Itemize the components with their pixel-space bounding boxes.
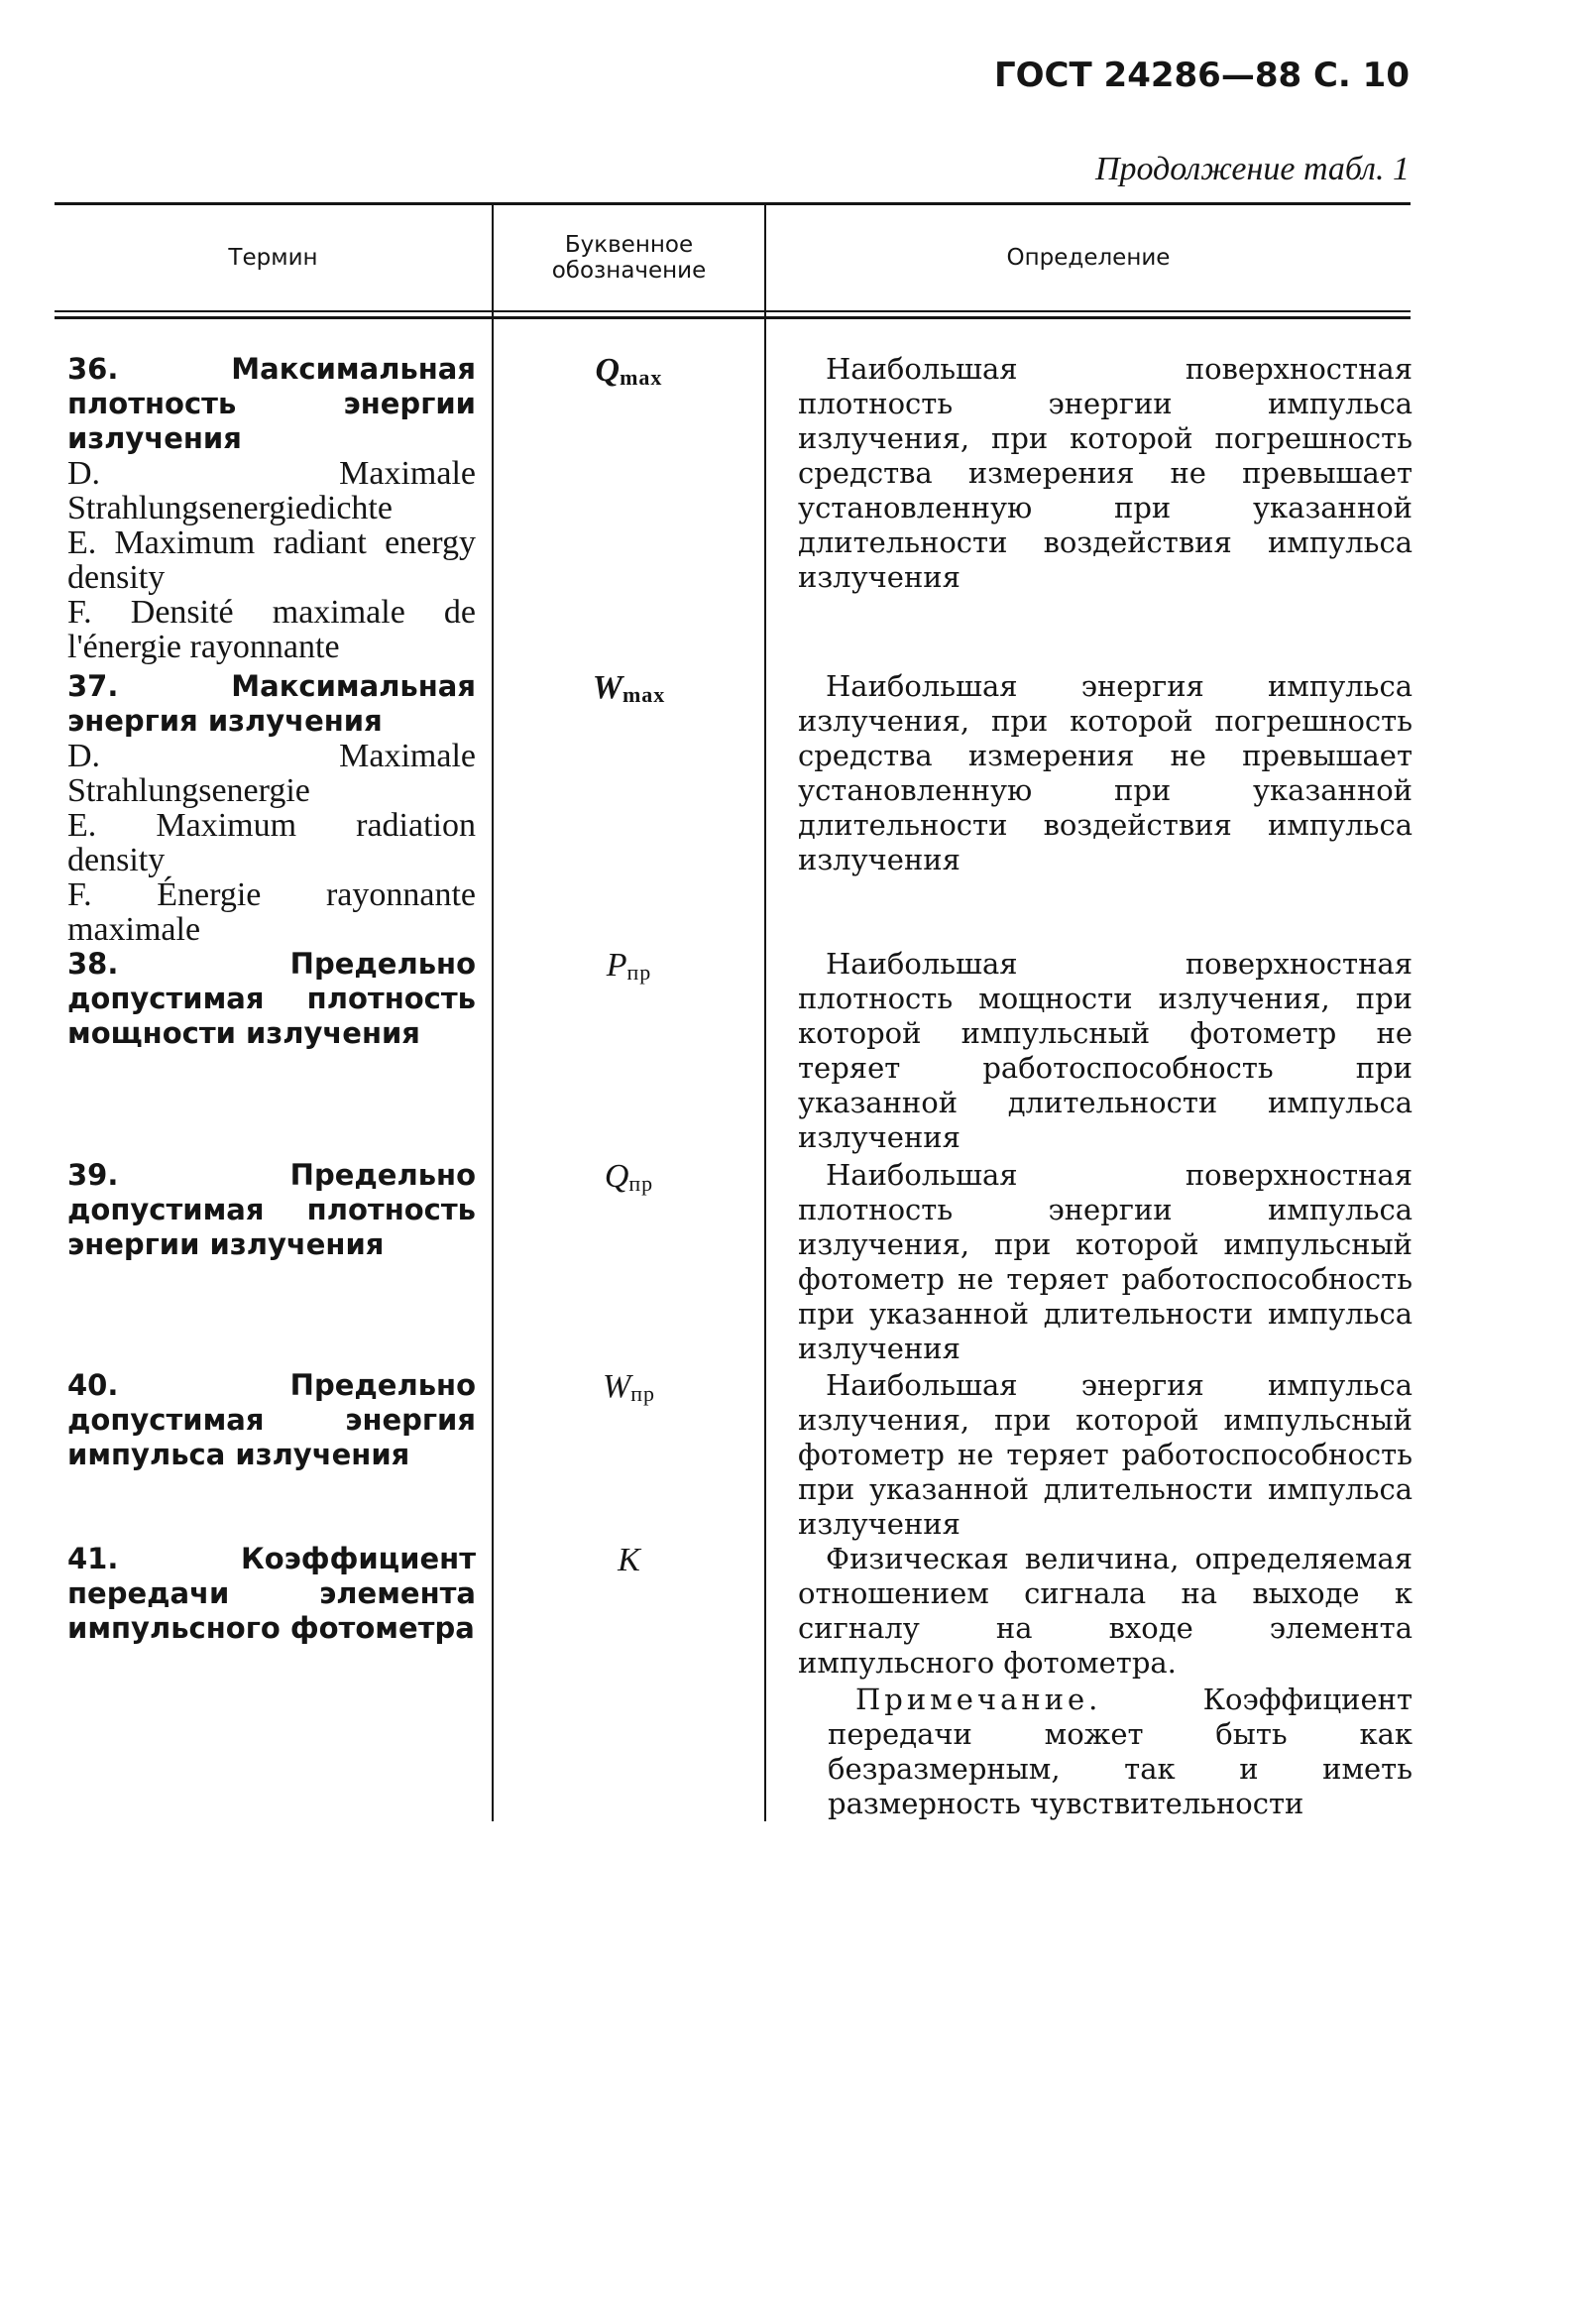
term-translation-de: D. Maximale Strahlungsenergiedichte xyxy=(67,455,476,526)
definition-entry-40: Наибольшая энергия импульса излучения, при которой импульсный фотометр не теряет работоспособность при указанной длительности импульса излучения xyxy=(798,1368,1413,1541)
definition-entry-36: Наибольшая поверхностная плотность энергии импульса излучения, при которой погрешность средства измерения не превышает установленную при указанной длительности воздействия импульса излучения xyxy=(798,352,1413,594)
term-name: 37. Максимальная энергия излучения xyxy=(67,669,476,738)
column-header-term: Термин xyxy=(228,245,318,271)
page-header: ГОСТ 24286—88 С. 10 xyxy=(993,56,1410,95)
term-translation-en: E. Maximum radiant energy density xyxy=(67,524,476,596)
term-entry-41 xyxy=(67,1542,476,1646)
symbol-entry-36: $Q_{max}$ xyxy=(595,352,663,390)
term-name: 41. Коэффициент передачи элемента импульсного фотометра xyxy=(67,1542,476,1645)
term-name: 40. Предельно допустимая энергия импульса излучения xyxy=(67,1368,476,1471)
term-name: 39. Предельно допустимая плотность энергии излучения xyxy=(67,1158,476,1261)
term-translation-fr: F. Densité maximale de l'énergie rayonnante xyxy=(67,594,476,665)
term-translation-de: D. Maximale Strahlungsenergie xyxy=(67,738,476,809)
definition-entry-39: Наибольшая поверхностная плотность энергии импульса излучения, при которой импульсный фотометр не теряет работоспособность при указанной длительности импульса излучения xyxy=(798,1158,1413,1365)
term-entry-38 xyxy=(67,947,476,1051)
column-header-definition: Определение xyxy=(1006,245,1171,271)
term-name: 38. Предельно допустимая плотность мощности излучения xyxy=(67,947,476,1050)
term-translation-fr: F. Énergie rayonnante maximale xyxy=(67,876,476,948)
column-divider-2 xyxy=(764,205,766,1821)
table-header-rule xyxy=(55,310,1411,312)
definition-entry-38: Наибольшая поверхностная плотность мощности излучения, при которой импульсный фотометр не теряет работоспособность при указанной длительности импульса излучения xyxy=(798,947,1413,1154)
symbol-entry-37: $W_{max}$ xyxy=(592,669,666,707)
column-header-symbol: Буквенное обозначение xyxy=(551,232,707,284)
symbol-entry-41: K xyxy=(618,1542,640,1578)
table-continuation-label: Продолжение табл. 1 xyxy=(1094,151,1410,187)
term-name: 36. Максимальная плотность энергии излучения xyxy=(67,352,476,455)
symbol-entry-38: $P_{пр}$ xyxy=(606,947,652,985)
term-entry-37 xyxy=(67,669,476,947)
note-text: Коэффициент передачи может быть как безразмерным, так и иметь размерность чувствительности xyxy=(828,1683,1413,1820)
definition-note-41 xyxy=(828,1683,1413,1821)
symbol-entry-40: $W_{пр}$ xyxy=(602,1368,656,1406)
term-translation-en: E. Maximum radiation density xyxy=(67,807,476,878)
definition-entry-41: Физическая величина, определяемая отношением сигнала на выходе к сигналу на входе элемента импульсного фотометра. xyxy=(798,1542,1413,1680)
definition-entry-37: Наибольшая энергия импульса излучения, при которой погрешность средства измерения не превышает установленную при указанной длительности воздействия импульса излучения xyxy=(798,669,1413,876)
note-label: Примечание. xyxy=(855,1683,1102,1716)
term-entry-40 xyxy=(67,1368,476,1472)
table-header-rule-double xyxy=(55,316,1411,319)
term-entry-39 xyxy=(67,1158,476,1262)
symbol-entry-39: $Q_{пр}$ xyxy=(604,1158,654,1196)
term-entry-36 xyxy=(67,352,476,664)
